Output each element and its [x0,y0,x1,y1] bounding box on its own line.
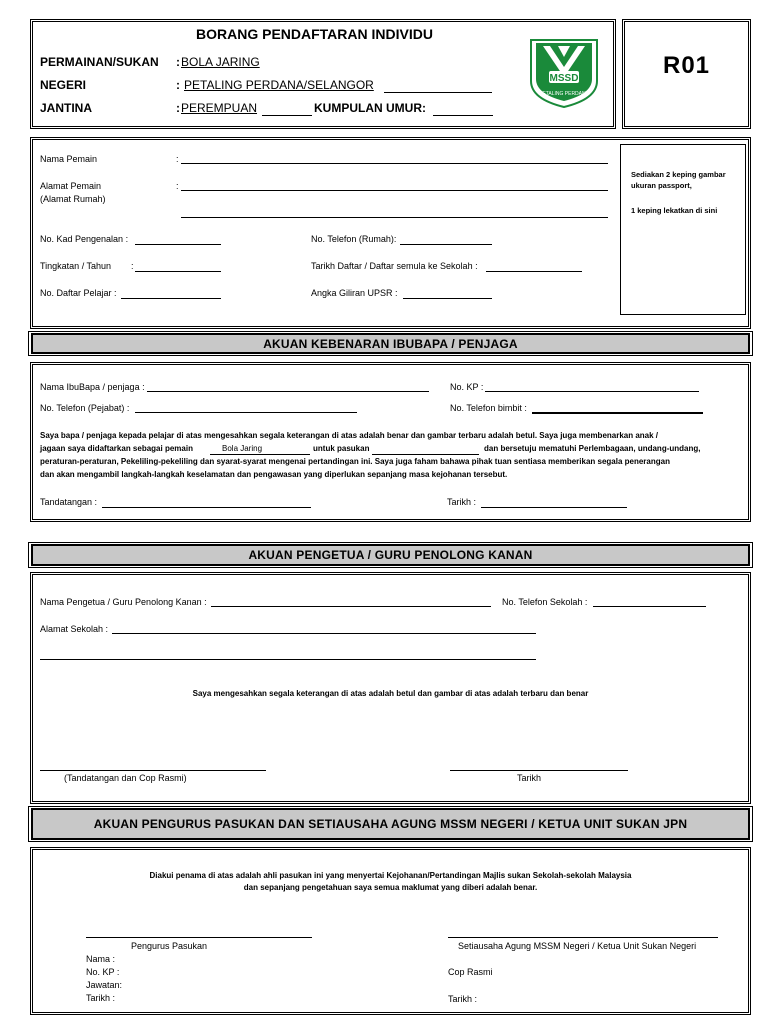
principal-name-label: Nama Pengetua / Guru Penolong Kanan : [40,597,207,607]
parent-declaration-sport: Bola Jaring [222,444,263,453]
principal-signature-label: (Tandatangan dan Cop Rasmi) [64,773,187,783]
state-colon: : [176,78,180,92]
mobile-label: No. Telefon bimbit : [450,403,527,413]
state-label: NEGERI [40,78,87,92]
school-address-field-1[interactable] [112,633,536,634]
stamp-label: Cop Rasmi [448,967,493,977]
school-address-field-2[interactable] [40,659,536,660]
register-date-field[interactable] [486,271,582,272]
phone-home-field[interactable] [400,244,492,245]
gender-label: JANTINA [40,101,93,115]
manager-kp-label: No. KP : [86,967,120,977]
phone-home-label: No. Telefon (Rumah): [311,234,397,244]
parent-signature-field[interactable] [102,507,311,508]
parent-declaration-line-3: peraturan-peraturan, Pekeliling-pekeliling dan syarat-syarat mengenai pertandingan ini. Saya juga faham bahawa pihak tuan sentiasa memberikan segala penerangan [40,457,670,466]
mssd-logo [527,37,601,109]
secretary-signature-field[interactable] [448,937,718,938]
parent-declaration-line-1: Saya bapa / penjaga kepada pelajar di atas mengesahkan segala keterangan di atas adalah benar dan gambar terbaru adalah betul. Saya juga membenarkan anak / [40,431,659,440]
principal-section-header: AKUAN PENGETUA / GURU PENOLONG KANAN [31,544,750,566]
principal-confirm-text: Saya mengesahkan segala keterangan di atas adalah betul dan gambar di atas adalah terbaru dan benar [192,689,589,698]
player-address-colon: : [176,181,179,191]
parent-declaration-line-4: dan akan mengambil langkah-langkah keselamatan dan pengawasan yang diperlukan sepanjang masa kejohanan tersebut. [40,470,508,479]
manager-signature-field[interactable] [86,937,312,938]
photo-note-3: 1 keping lekatkan di sini [631,206,718,215]
parent-kp-label: No. KP : [450,382,484,392]
parent-date-label: Tarikh : [447,497,477,507]
parent-declaration-line-2c: dan bersetuju mematuhi Perlembagaan, undang-undang, [484,444,701,453]
parent-name-field[interactable] [147,391,429,392]
team-field[interactable] [372,454,479,455]
parent-section-header: AKUAN KEBENARAN IBUBAPA / PENJAGA [31,333,750,354]
manager-statement-2: dan sepanjang pengetahuan saya semua maklumat yang diberi adalah benar. [243,883,538,892]
school-phone-label: No. Telefon Sekolah : [502,597,588,607]
school-phone-field[interactable] [593,606,706,607]
parent-signature-label: Tandatangan : [40,497,98,507]
parent-name-label: Nama IbuBapa / penjaga : [40,382,145,392]
form-year-label: Tingkatan / Tahun [40,261,112,271]
parent-declaration-line-2a: jagaan saya didaftarkan sebagai pemain [40,444,193,453]
state-value: PETALING PERDANA/SELANGOR [184,78,374,92]
logo-text: MSSD [549,73,579,84]
office-phone-label: No. Telefon (Pejabat) : [40,403,130,413]
form-year-field[interactable] [135,271,221,272]
photo-note-1: Sediakan 2 keping gambar [631,170,726,179]
manager-position-label: Jawatan: [86,980,123,990]
student-no-field[interactable] [121,298,221,299]
parent-date-field[interactable] [481,507,627,508]
age-group-field[interactable] [433,115,493,116]
manager-section-header: AKUAN PENGURUS PASUKAN DAN SETIAUSAHA AGUNG MSSM NEGERI / KETUA UNIT SUKAN JPN [31,808,750,840]
ic-field[interactable] [135,244,221,245]
form-title: BORANG PENDAFTARAN INDIVIDU [196,26,433,42]
upsr-label: Angka Giliran UPSR : [311,288,398,298]
manager-date-label: Tarikh : [86,993,116,1003]
school-address-label: Alamat Sekolah : [40,624,109,634]
form-code: R01 [662,52,711,79]
parent-declaration-sport-underline [210,454,310,455]
manager-name-label: Nama : [86,954,116,964]
player-name-label: Nama Pemain [40,154,98,164]
player-address-field-1[interactable] [181,190,608,191]
manager-label: Pengurus Pasukan [131,941,208,951]
parent-kp-field[interactable] [485,391,699,392]
gender-colon: : [176,101,180,115]
principal-signature-field[interactable] [40,770,266,771]
sport-label: PERMAINAN/SUKAN [40,55,159,69]
ic-label: No. Kad Pengenalan : [40,234,129,244]
player-name-colon: : [176,154,179,164]
upsr-field[interactable] [403,298,492,299]
player-address-sub: (Alamat Rumah) [40,194,106,204]
mobile-field[interactable] [532,412,703,414]
state-underline [384,92,492,93]
office-phone-field[interactable] [135,412,357,413]
manager-statement-1: Diakui penama di atas adalah ahli pasukan ini yang menyertai Kejohanan/Pertandingan Majlis sukan Sekolah-sekolah Malaysia [149,871,632,880]
logo-ring-text: PETALING PERDANA [539,91,589,97]
player-address-label: Alamat Pemain [40,181,102,191]
player-address-field-2[interactable] [181,217,608,218]
sport-value: BOLA JARING [181,55,260,69]
secretary-label: Setiausaha Agung MSSM Negeri / Ketua Unit Sukan Negeri [458,941,697,951]
gender-underline [262,115,312,116]
student-no-label: No. Daftar Pelajar : [40,288,117,298]
photo-note-2: ukuran passport, [631,181,692,190]
player-name-field[interactable] [181,163,608,164]
secretary-date-label: Tarikh : [448,994,478,1004]
principal-date-label: Tarikh [517,773,542,783]
age-group-label: KUMPULAN UMUR: [314,101,426,115]
principal-name-field[interactable] [211,606,491,607]
parent-declaration-line-2b: untuk pasukan [313,444,370,453]
gender-value: PEREMPUAN [181,101,258,115]
sport-colon: : [176,55,180,69]
principal-date-field[interactable] [450,770,628,771]
form-year-colon: : [131,261,134,271]
register-date-label: Tarikh Daftar / Daftar semula ke Sekolah : [311,261,478,271]
